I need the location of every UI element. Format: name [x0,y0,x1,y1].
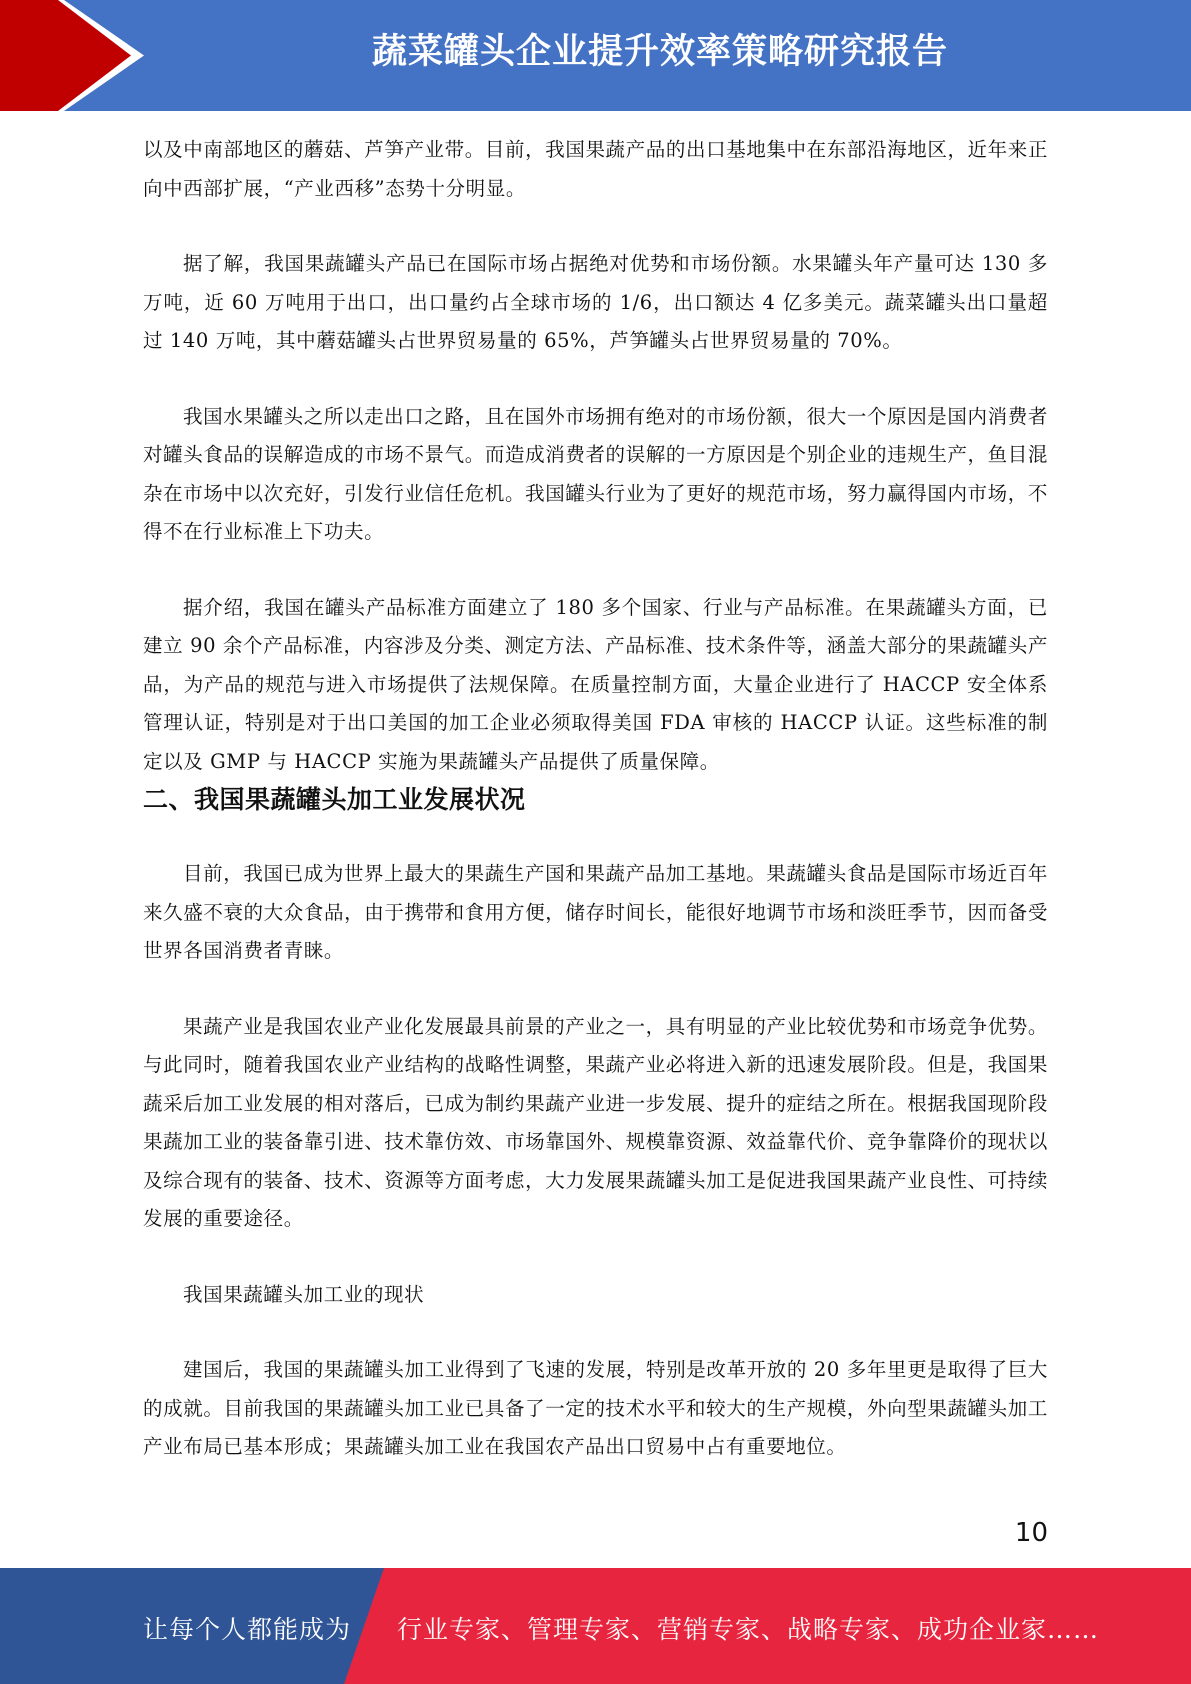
subheading-paragraph: 我国果蔬罐头加工业的现状 [183,1282,425,1306]
page-header [0,0,1191,111]
page-number: 10 [1014,1518,1048,1548]
footer-slogan-left: 让每个人都能成为 [143,1615,352,1644]
paragraph-6: 果蔬产业是我国农业产业化发展最具前景的产业之一，具有明显的产业比较优势和市场竞争优势。与此同时，随着我国农业产业结构的战略性调整，果蔬产业必将进入新的迅速发展阶段。但是，我国果蔬采后加工业发展的相对落后，已成为制约果蔬产业进一步发展、提升的症结之所在。根据我国现阶段果蔬加工业的装备靠引进、技术靠仿效、市场靠国外、规模靠资源、效益靠代价、竞争靠降价的现状以及综合现有的装备、技术、资源等方面考虑，大力发展果蔬罐头加工是促进我国果蔬产业良性、可持续发展的重要途径。 [143,1014,1048,1230]
paragraph-3: 我国水果罐头之所以走出口之路，且在国外市场拥有绝对的市场份额，很大一个原因是国内消费者对罐头食品的误解造成的市场不景气。而造成消费者的误解的一方原因是个别企业的违规生产，鱼目混杂在市场中以次充好，引发行业信任危机。我国罐头行业为了更好的规范市场，努力赢得国内市场，不得不在行业标准上下功夫。 [143,404,1048,543]
header-chevron-icon [0,0,160,111]
paragraph-2: 据了解，我国果蔬罐头产品已在国际市场占据绝对优势和市场份额。水果罐头年产量可达 130 多万吨，近 60 万吨用于出口，出口量约占全球市场的 1/6，出口额达 4 亿多美元。蔬菜罐头出口量超过 140 万吨，其中蘑菇罐头占世界贸易量的 65%，芦笋罐头占世界贸易量的 70%。 [143,252,1048,352]
page-footer [0,1568,1191,1684]
report-title: 蔬菜罐头企业提升效率策略研究报告 [371,32,948,72]
paragraph-8: 建国后，我国的果蔬罐头加工业得到了飞速的发展，特别是改革开放的 20 多年里更是取得了巨大的成就。目前我国的果蔬罐头加工业已具备了一定的技术水平和较大的生产规模，外向型果蔬罐头加工产业布局已基本形成；果蔬罐头加工业在我国农产品出口贸易中占有重要地位。 [143,1358,1048,1458]
section-heading: 二、我国果蔬罐头加工业发展状况 [143,785,526,814]
paragraph-1: 以及中南部地区的蘑菇、芦笋产业带。目前，我国果蔬产品的出口基地集中在东部沿海地区，近年来正向中西部扩展，“产业西移”态势十分明显。 [143,138,1048,200]
paragraph-5: 目前，我国已成为世界上最大的果蔬生产国和果蔬产品加工基地。果蔬罐头食品是国际市场近百年来久盛不衰的大众食品，由于携带和食用方便，储存时间长，能很好地调节市场和淡旺季节，因而备受世界各国消费者青睐。 [143,862,1048,962]
paragraph-4: 据介绍，我国在罐头产品标准方面建立了 180 多个国家、行业与产品标准。在果蔬罐头方面，已建立 90 余个产品标准，内容涉及分类、测定方法、产品标准、技术条件等，涵盖大部分的果蔬罐头产品，为产品的规范与进入市场提供了法规保障。在质量控制方面，大量企业进行了 HACCP 安全体系管理认证，特别是对于出口美国的加工企业必须取得美国 FDA 审核的 HACCP 认证。这些标准的制定以及 GMP 与 HACCP 实施为果蔬罐头产品提供了质量保障。 [143,595,1048,773]
footer-slogan-right: 行业专家、管理专家、营销专家、战略专家、成功企业家…… [397,1615,1100,1644]
page-content [143,131,1048,1467]
